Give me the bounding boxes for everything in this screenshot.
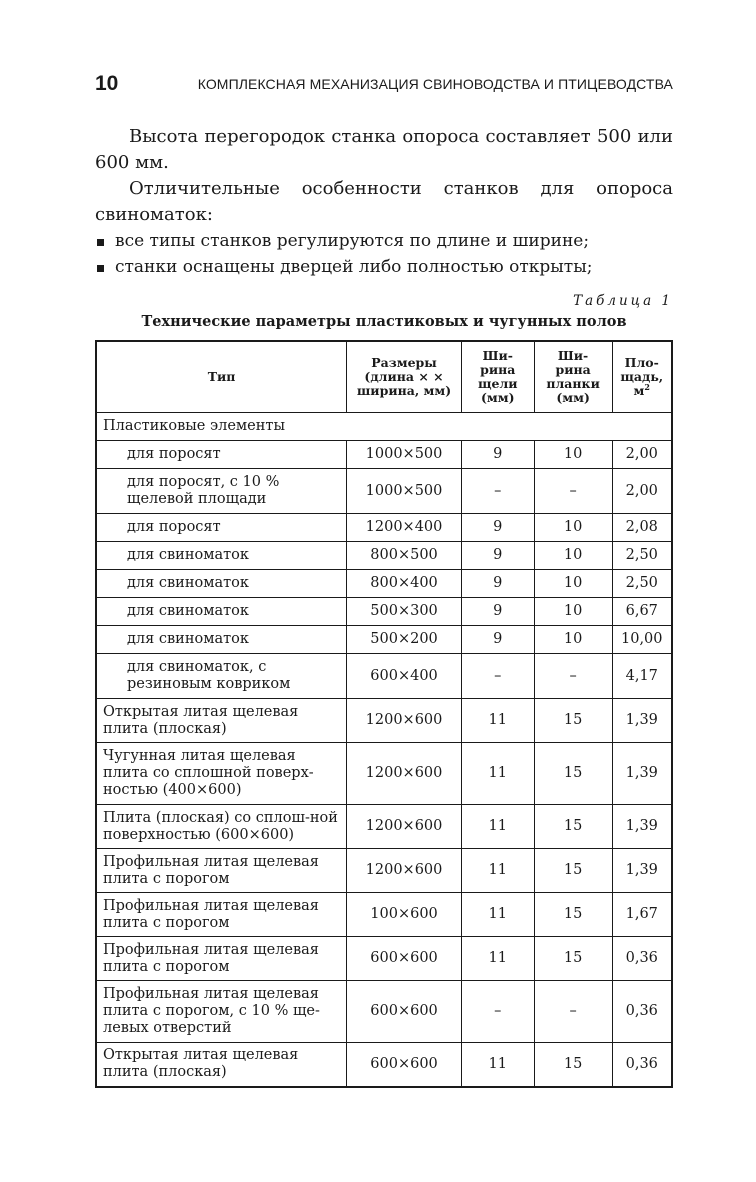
cell-type: для свиноматок [96, 626, 347, 654]
cell-type: для свиноматок [96, 570, 347, 598]
table-row [96, 805, 672, 849]
header-area [612, 341, 672, 413]
table-row [96, 849, 672, 893]
header-type: Тип [96, 341, 347, 413]
cell-gap: 11 [461, 805, 534, 849]
cell-type: Открытая литая щелевая плита (плоская) [96, 1043, 347, 1087]
cell-type: для свиноматок [96, 598, 347, 626]
table-row [96, 743, 672, 805]
cell-plank: 15 [534, 743, 612, 805]
cell-gap: – [461, 981, 534, 1043]
cell-area: 1,39 [612, 805, 672, 849]
cell-gap: 11 [461, 743, 534, 805]
cell-plank: 15 [534, 937, 612, 981]
cell-size: 1200×600 [347, 699, 462, 743]
cell-plank: 15 [534, 849, 612, 893]
cell-size: 600×400 [347, 654, 462, 699]
header-area-text: Пло-щадь, м [620, 355, 664, 398]
cell-type: Профильная литая щелевая плита с порогом [96, 849, 347, 893]
cell-type: Профильная литая щелевая плита с порогом [96, 893, 347, 937]
cell-area: 2,00 [612, 441, 672, 469]
cell-size: 1200×600 [347, 743, 462, 805]
bullet-item [95, 254, 673, 280]
cell-type: Открытая литая щелевая плита (плоская) [96, 699, 347, 743]
table-row [96, 570, 672, 598]
cell-area: 2,50 [612, 542, 672, 570]
cell-area: 1,39 [612, 699, 672, 743]
table-header-row [96, 341, 672, 413]
paragraph: Отличительные особенности станков для опороса свиноматок: [95, 178, 673, 225]
cell-type: для поросят [96, 514, 347, 542]
cell-plank: 15 [534, 805, 612, 849]
table-row [96, 469, 672, 514]
cell-type: Чугунная литая щелевая плита со сплошной поверх-ностью (400×600) [96, 743, 347, 805]
header-gap-width: Ши-рина щели (мм) [461, 341, 534, 413]
cell-size: 500×300 [347, 598, 462, 626]
cell-gap: 11 [461, 1043, 534, 1087]
cell-area: 0,36 [612, 981, 672, 1043]
cell-gap: 9 [461, 441, 534, 469]
table-row [96, 598, 672, 626]
cell-type: Плита (плоская) со сплош-ной поверхностью (600×600) [96, 805, 347, 849]
table-title: Технические параметры пластиковых и чугунных полов [141, 313, 627, 330]
cell-gap: – [461, 469, 534, 514]
section-row [96, 413, 672, 441]
table-row [96, 626, 672, 654]
cell-type: для поросят [96, 441, 347, 469]
cell-area: 2,00 [612, 469, 672, 514]
cell-type: для свиноматок [96, 542, 347, 570]
cell-gap: – [461, 654, 534, 699]
table-row [96, 441, 672, 469]
header-size: Размеры (длина × × ширина, мм) [347, 341, 462, 413]
cell-size: 800×400 [347, 570, 462, 598]
table-row [96, 514, 672, 542]
header-plank-width: Ши-рина планки (мм) [534, 341, 612, 413]
cell-area: 4,17 [612, 654, 672, 699]
bullet-square-icon [97, 265, 104, 272]
cell-size: 1200×600 [347, 849, 462, 893]
parameters-table [95, 340, 673, 1088]
cell-gap: 11 [461, 699, 534, 743]
cell-size: 800×500 [347, 542, 462, 570]
cell-size: 100×600 [347, 893, 462, 937]
cell-plank: 15 [534, 1043, 612, 1087]
table-row [96, 937, 672, 981]
cell-area: 6,67 [612, 598, 672, 626]
cell-size: 600×600 [347, 981, 462, 1043]
bullet-list [95, 228, 673, 280]
cell-plank: 10 [534, 441, 612, 469]
bullet-text: станки оснащены дверцей либо полностью открыты; [115, 257, 593, 277]
cell-gap: 11 [461, 849, 534, 893]
cell-area: 1,39 [612, 849, 672, 893]
cell-plank: – [534, 981, 612, 1043]
cell-plank: 10 [534, 570, 612, 598]
table-row [96, 893, 672, 937]
cell-area: 0,36 [612, 937, 672, 981]
cell-type: для поросят, с 10 % щелевой площади [96, 469, 347, 514]
cell-type: Профильная литая щелевая плита с порогом [96, 937, 347, 981]
table-row [96, 1043, 672, 1087]
cell-plank: 10 [534, 514, 612, 542]
cell-plank: – [534, 654, 612, 699]
cell-plank: 10 [534, 542, 612, 570]
page-number: 10 [95, 72, 119, 95]
table-row [96, 981, 672, 1043]
section-label: Пластиковые элементы [96, 413, 672, 441]
cell-area: 1,39 [612, 743, 672, 805]
table-row [96, 542, 672, 570]
cell-gap: 9 [461, 626, 534, 654]
cell-size: 1200×600 [347, 805, 462, 849]
cell-plank: – [534, 469, 612, 514]
cell-plank: 10 [534, 626, 612, 654]
table-row [96, 654, 672, 699]
table-label: Таблица 1 [573, 293, 673, 309]
cell-area: 0,36 [612, 1043, 672, 1087]
cell-plank: 10 [534, 598, 612, 626]
bullet-square-icon [97, 239, 104, 246]
cell-gap: 9 [461, 570, 534, 598]
cell-gap: 9 [461, 514, 534, 542]
cell-size: 1000×500 [347, 469, 462, 514]
cell-plank: 15 [534, 893, 612, 937]
cell-plank: 15 [534, 699, 612, 743]
cell-type: Профильная литая щелевая плита с порогом, с 10 % ще-левых отверстий [96, 981, 347, 1043]
cell-type: для свиноматок, с резиновым ковриком [96, 654, 347, 699]
cell-gap: 11 [461, 893, 534, 937]
cell-size: 1000×500 [347, 441, 462, 469]
cell-area: 1,67 [612, 893, 672, 937]
cell-area: 2,50 [612, 570, 672, 598]
cell-size: 500×200 [347, 626, 462, 654]
running-title: КОМПЛЕКСНАЯ МЕХАНИЗАЦИЯ СВИНОВОДСТВА И ПТИЦЕВОДСТВА [197, 76, 673, 92]
table-row [96, 699, 672, 743]
cell-gap: 9 [461, 598, 534, 626]
bullet-item [95, 228, 673, 254]
bullet-text: все типы станков регулируются по длине и ширине; [115, 231, 590, 251]
cell-size: 1200×400 [347, 514, 462, 542]
cell-area: 10,00 [612, 626, 672, 654]
page-header [95, 72, 673, 100]
cell-area: 2,08 [612, 514, 672, 542]
header-area-superscript: 2 [644, 381, 650, 392]
cell-size: 600×600 [347, 1043, 462, 1087]
body-text [95, 124, 673, 280]
cell-gap: 11 [461, 937, 534, 981]
paragraph: Высота перегородок станка опороса составляет 500 или 600 мм. [95, 126, 673, 173]
cell-gap: 9 [461, 542, 534, 570]
cell-size: 600×600 [347, 937, 462, 981]
